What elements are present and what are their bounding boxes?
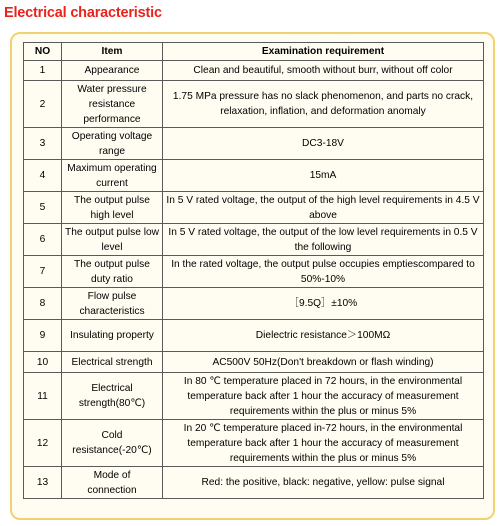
row-item: Mode of connection [62,467,163,499]
row-no: 6 [24,224,62,256]
row-requirement: 1.75 MPa pressure has no slack phenomenon, and parts no crack, relaxation, inflation, and deformation anomaly [163,81,484,128]
row-requirement: ［9.5Q］±10% [163,288,484,320]
row-item: Maximum operating current [62,160,163,192]
row-no: 4 [24,160,62,192]
row-no: 11 [24,373,62,420]
table-row [24,467,484,499]
row-item: Insulating property [62,320,163,352]
row-requirement: AC500V 50Hz(Don't breakdown or flash winding) [163,352,484,373]
row-item: Operating voltage range [62,128,163,160]
row-item: Water pressure resistance performance [62,81,163,128]
table-row [24,288,484,320]
row-item: Cold resistance(-20℃) [62,420,163,467]
row-requirement: In the rated voltage, the output pulse occupies emptiescompared to 50%-10% [163,256,484,288]
header-item: Item [62,43,163,61]
row-requirement: In 20 ℃ temperature placed in-72 hours, in the environmental temperature back after 1 hour the accuracy of measurement requirements within the plus or minus 5% [163,420,484,467]
row-item: Appearance [62,61,163,81]
row-no: 2 [24,81,62,128]
row-requirement: In 5 V rated voltage, the output of the high level requirements in 4.5 V above [163,192,484,224]
row-item: Electrical strength [62,352,163,373]
table-row [24,256,484,288]
row-no: 5 [24,192,62,224]
row-item: The output pulse duty ratio [62,256,163,288]
row-no: 13 [24,467,62,499]
row-no: 10 [24,352,62,373]
row-item: The output pulse high level [62,192,163,224]
row-no: 1 [24,61,62,81]
table-row [24,160,484,192]
row-requirement: 15mA [163,160,484,192]
spec-table [23,42,484,499]
header-no: NO [24,43,62,61]
row-requirement: Clean and beautiful, smooth without burr, without off color [163,61,484,81]
spec-panel [10,32,495,520]
table-row [24,224,484,256]
table-row [24,420,484,467]
table-row [24,373,484,420]
row-item: Flow pulse characteristics [62,288,163,320]
row-item: Electrical strength(80℃) [62,373,163,420]
header-requirement: Examination requirement [163,43,484,61]
row-no: 3 [24,128,62,160]
row-no: 8 [24,288,62,320]
table-header-row [24,43,484,61]
table-row [24,128,484,160]
table-row [24,320,484,352]
row-no: 9 [24,320,62,352]
row-requirement: DC3-18V [163,128,484,160]
row-item: The output pulse low level [62,224,163,256]
row-requirement: Dielectric resistance＞100MΩ [163,320,484,352]
row-requirement: Red: the positive, black: negative, yellow: pulse signal [163,467,484,499]
table-row [24,192,484,224]
row-no: 12 [24,420,62,467]
row-no: 7 [24,256,62,288]
table-row [24,61,484,81]
table-row [24,81,484,128]
table-row [24,352,484,373]
row-requirement: In 80 ℃ temperature placed in 72 hours, in the environmental temperature back after 1 hour the accuracy of measurement requirements within the plus or minus 5% [163,373,484,420]
row-requirement: In 5 V rated voltage, the output of the low level requirements in 0.5 V the following [163,224,484,256]
page-title: Electrical characteristic [4,5,162,21]
